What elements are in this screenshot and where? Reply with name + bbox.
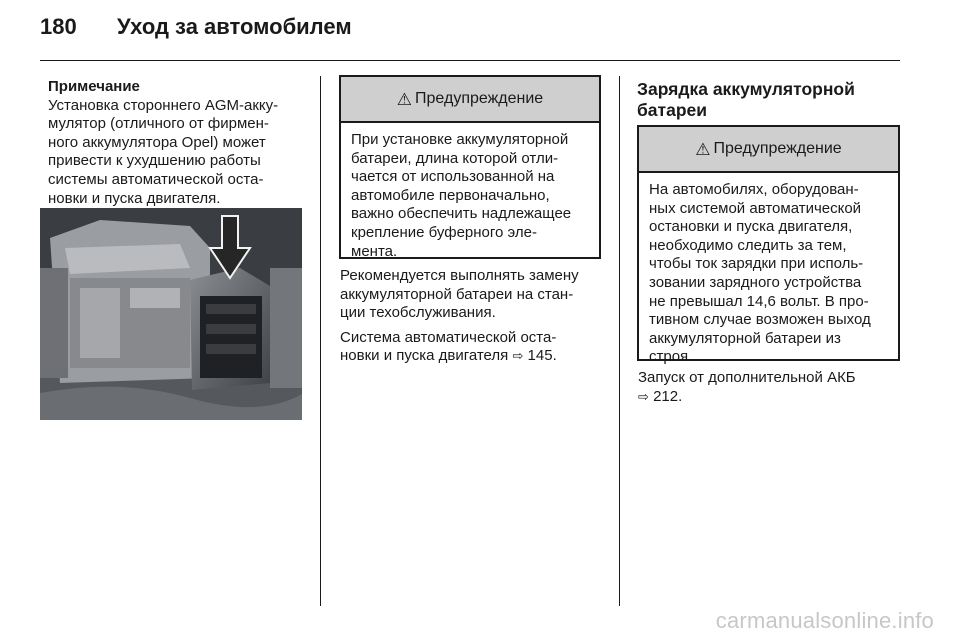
reference-arrow-icon: ⇨ — [512, 348, 524, 364]
right-column-text — [638, 369, 900, 406]
page-reference-link[interactable]: 212 — [653, 387, 679, 405]
column-divider-left — [320, 76, 321, 606]
warning-header — [341, 77, 599, 123]
engine-bay-illustration — [40, 208, 302, 420]
left-column — [48, 78, 310, 208]
reference-arrow-icon: ⇨ — [638, 388, 649, 404]
warning-title: Предупреждение — [415, 90, 544, 107]
page-number: 180 — [40, 14, 77, 39]
warning-title-charging: Предупреждение — [713, 140, 842, 157]
column-divider-right — [619, 76, 620, 606]
right-column-title — [637, 79, 899, 121]
warning-text-charging: На автомобилях, оборудован- ных системой автоматической остановки и пуска двигателя, необходимо следить за тем, чтобы ток зарядки при исполь- зовании зарядного устройства не превышал 14,6 вольт. В про- тивном случае возможен выход аккумуляторной батареи из строя. — [649, 181, 871, 366]
paragraph-jump-start: Запуск от дополнительной АКБ ⇨ 212. — [638, 369, 856, 405]
warning-triangle-icon: ⚠ — [396, 89, 413, 109]
paragraph-start-stop: Система автоматической оста- новки и пуска двигателя ⇨ 145. — [340, 328, 557, 365]
header-divider — [40, 60, 900, 61]
battery-photo — [40, 208, 302, 420]
page-title: Уход за автомобилем — [117, 14, 352, 39]
middle-column-text — [340, 267, 602, 366]
paragraph-replacement: Рекомендуется выполнять замену аккумуляторной батареи на стан- ции техобслуживания. — [340, 267, 579, 322]
section-title: Зарядка аккумуляторной батареи — [637, 79, 855, 120]
note-title: Примечание — [48, 78, 140, 95]
warning-box — [339, 75, 601, 259]
warning-box-charging — [637, 125, 900, 366]
page-header — [40, 14, 910, 46]
warning-text: При установке аккумуляторной батареи, длина которой отли- чается от использованной на автомобиле первоначально, важно обеспечить надлежащее крепление буферного эле- мента. — [351, 131, 572, 260]
note-text: Установка стороннего AGM-акку- мулятор (отличного от фирмен- ного аккумулятора Opel) может привести к ухудшению работы системы автоматической оста- новки и пуска двигателя. — [48, 96, 279, 207]
warning-header-charging — [639, 127, 898, 173]
watermark: carmanualsonline.info — [715, 608, 934, 633]
page-reference-link[interactable]: 145 — [527, 347, 553, 365]
warning-triangle-icon: ⚠ — [695, 139, 711, 159]
